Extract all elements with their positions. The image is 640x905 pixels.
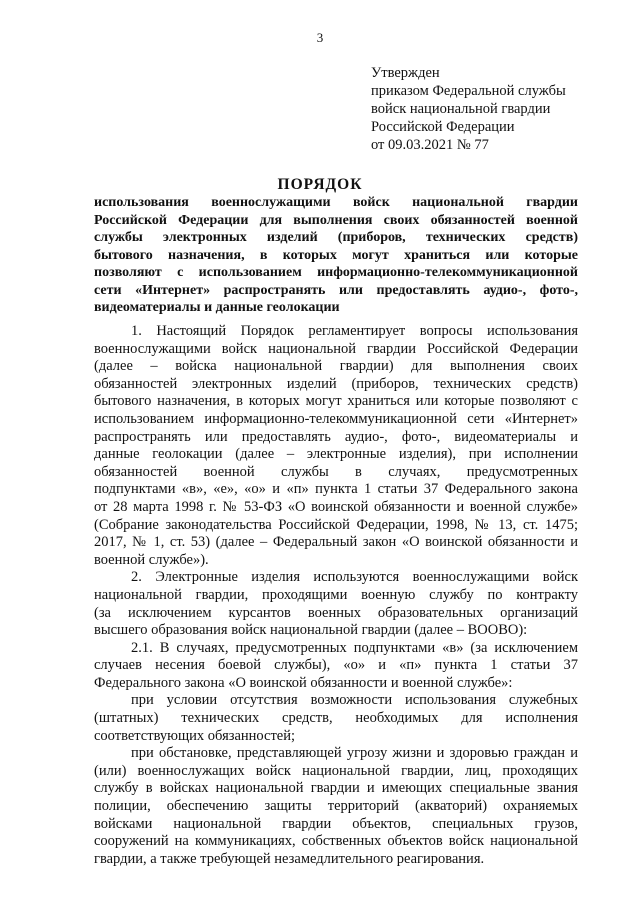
body-line: (далее – войска национальной гвардии) для выполнения своих [94,358,578,375]
body-line: данные геолокации (далее – электронные изделия), при исполнении [94,446,578,463]
approval-line: от 09.03.2021 № 77 [371,137,489,153]
body-line: высшего образования войск национальной гвардии (далее – ВООВО): [94,622,528,639]
subtitle-line: службы электронных изделий (приборов, технических средств) [94,230,578,245]
body-line: военнослужащими войск национальной гвардии Российской Федерации [94,340,578,357]
body-line: при обстановке, представляющей угрозу жизни и здоровью граждан и [131,745,578,762]
body-line: подпунктами «в», «е», «о» и «п» пункта 1 статьи 37 Федерального закона [94,481,578,498]
body-line: военной службе»). [94,551,209,568]
body-line: обязанностей электронных изделий (приборов, технических средств) [94,375,578,392]
body-line: (Собрание законодательства Российской Федерации, 1998, № 13, ст. 1475; [94,516,578,533]
page-number: 3 [316,30,324,45]
body-line: 1. Настоящий Порядок регламентирует вопросы использования [131,323,578,339]
body-text [94,323,578,868]
subtitle-line: видеоматериалы и данные геолокации [94,300,340,315]
subtitle-line: позволяют с использованием информационно-телекоммуникационной [94,265,578,280]
body-line: (или) военнослужащих войск национальной гвардии, лиц, проходящих [94,762,578,779]
approval-line: Утвержден [371,65,440,81]
subtitle-line: Российской Федерации для выполнения своих обязанностей военной [94,212,578,228]
body-line: сооружений на коммуникациях, собственных объектов войск национальной [94,833,578,850]
body-line: распространять или предоставлять аудио-, фото-, видеоматериалы и [94,428,578,445]
approval-block [371,64,611,154]
body-line: Федерального закона «О воинской обязанности и военной службе»: [94,674,513,691]
approval-line: приказом Федеральной службы [371,83,566,99]
body-line: 2017, № 1, ст. 53) (далее – Федеральный закон «О воинской обязанности и [94,534,578,551]
body-line: 2. Электронные изделия используются военнослужащими войск [131,569,578,586]
body-line: при условии отсутствия возможности использования служебных [131,692,578,709]
body-line: войсками национальной гвардии объектов, специальных грузов, [94,815,578,832]
body-line: (штатных) технических средств, необходимых для исполнения [94,710,578,727]
body-line: полиции, обеспечению защиты территорий (акваторий) охраняемых [94,798,578,815]
body-line: обязанностей военной службы в случаях, предусмотренных [94,463,578,480]
body-line: от 28 марта 1998 г. № 53-ФЗ «О воинской обязанности и военной службе» [94,498,578,515]
body-line: (за исключением курсантов военных образовательных организаций [94,604,578,621]
body-line: соответствующих обязанностей; [94,727,296,744]
body-line: использованием информационно-телекоммуникационной сети «Интернет» [94,410,578,427]
subtitle-line: сети «Интернет» распространять или предоставлять аудио-, фото-, [94,282,578,298]
subtitle-line: использования военнослужащими войск национальной гвардии [94,195,578,210]
body-line: 2.1. В случаях, предусмотренных подпунктами «в» (за исключением [131,639,578,656]
body-line: бытового назначения, в которых могут храниться или которые позволяют с [94,393,578,410]
body-line: службу в войсках национальной гвардии и имеющих специальные звания [94,780,578,797]
document-title: ПОРЯДОК [277,176,363,193]
subtitle-line: бытового назначения, в которых могут храниться или которые [94,247,578,263]
approval-line: войск национальной гвардии [371,101,551,117]
approval-line: Российской Федерации [371,119,515,135]
document-subtitle [94,194,578,317]
body-line: гвардии, а также требующей незамедлительного реагирования. [94,850,485,867]
body-line: случаев несения боевой службы), «о» и «п» пункта 1 статьи 37 [94,657,578,674]
body-line: национальной гвардии, проходящими военную службу по контракту [94,586,578,603]
